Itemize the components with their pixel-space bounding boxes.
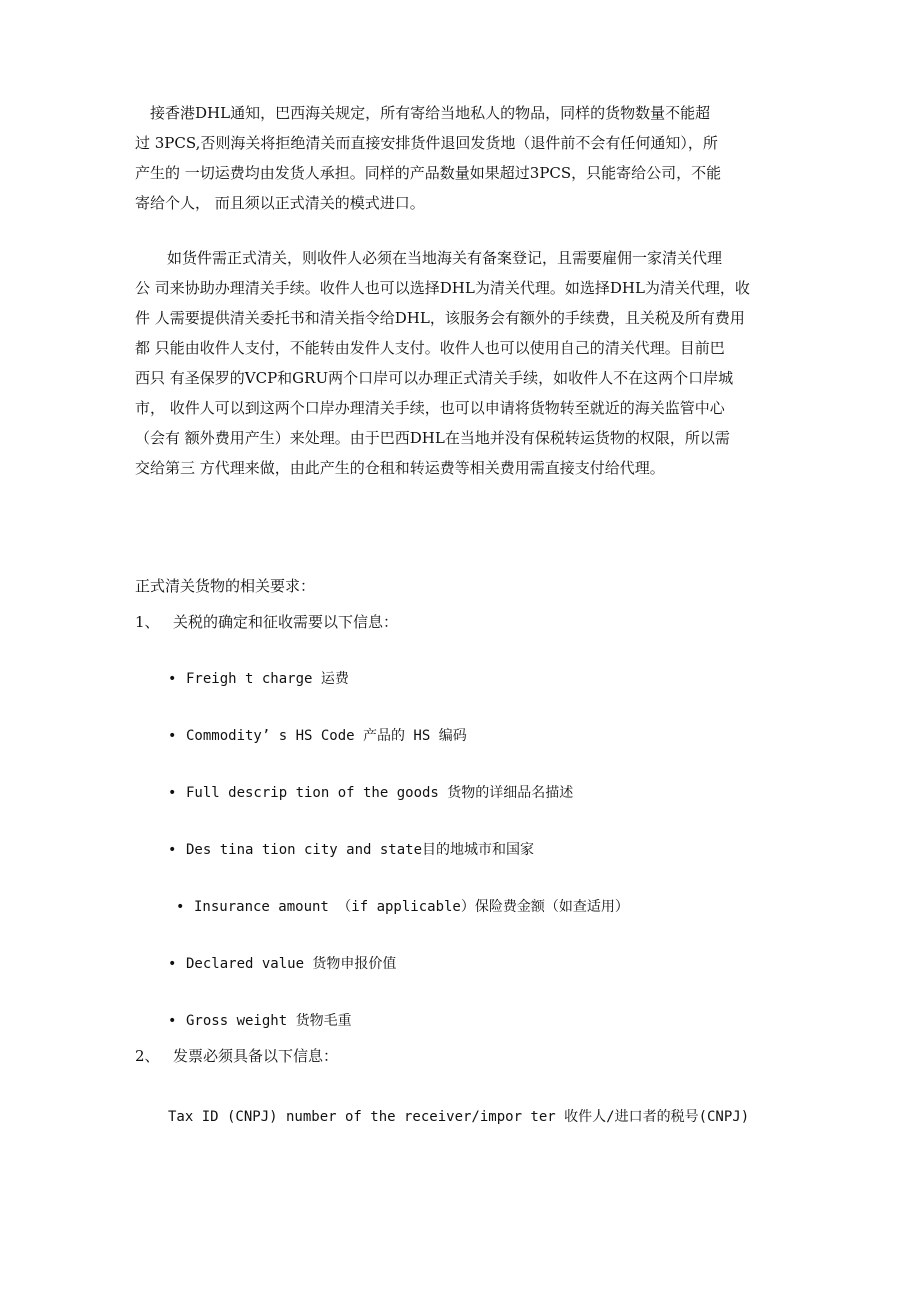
bullet-text: Commodity’ s HS Code 产品的 HS 编码	[186, 728, 467, 744]
item-number: 2、	[135, 1047, 160, 1065]
bullet-text: Des tina tion city and state目的地城市和国家	[186, 842, 535, 858]
bullet-text: Freigh t charge 运费	[186, 671, 349, 687]
paragraph-formal-clearance	[135, 243, 785, 483]
bullet-item	[168, 725, 467, 747]
paragraph-line: 件 人需要提供清关委托书和清关指令给DHL，该服务会有额外的手续费，且关税及所有费用	[135, 309, 745, 327]
paragraph-line: 接香港DHL通知，巴西海关规定，所有寄给当地私人的物品，同样的货物数量不能超	[135, 104, 711, 122]
paragraph-line: 公 司来协助办理清关手续。收件人也可以选择DHL为清关代理。如选择DHL为清关代理，收	[135, 279, 750, 297]
paragraph-line: 过 3PCS,否则海关将拒绝清关而直接安排货件退回发货地（退件前不会有任何通知），所	[135, 134, 718, 152]
bullet-text: Insurance amount （if applicable）保险费金额（如查适用）	[194, 899, 629, 915]
item-text: 发票必须具备以下信息：	[173, 1047, 339, 1065]
bullet-icon: •	[168, 671, 177, 687]
bullet-icon: •	[168, 842, 177, 858]
paragraph-dhl-notice	[135, 98, 785, 218]
bullet-text: Declared value 货物申报价值	[186, 956, 397, 972]
paragraph-line: 如货件需正式清关，则收件人必须在当地海关有备案登记，且需要雇佣一家清关代理	[167, 249, 723, 267]
bullet-icon: •	[168, 728, 177, 744]
paragraph-line: 交给第三 方代理来做，由此产生的仓租和转运费等相关费用需直接支付给代理。	[135, 459, 665, 477]
bullet-item	[168, 839, 534, 861]
bullet-item	[176, 896, 629, 918]
bullet-icon: •	[168, 956, 177, 972]
paragraph-line: 西只 有圣保罗的VCP和GRU两个口岸可以办理正式清关手续，如收件人不在这两个口岸城	[135, 369, 734, 387]
item-text: 关税的确定和征收需要以下信息：	[173, 613, 399, 631]
bullet-icon: •	[168, 1013, 177, 1029]
paragraph-line: （会有 额外费用产生）来处理。由于巴西DHL在当地并没有保税转运货物的权限，所以需	[135, 429, 730, 447]
bullet-item	[168, 668, 349, 690]
bullet-item	[168, 953, 396, 975]
paragraph-line: 都 只能由收件人支付，不能转由发件人支付。收件人也可以使用自己的清关代理。目前巴	[135, 339, 725, 357]
bullet-icon: •	[176, 899, 185, 915]
bullet-icon: •	[168, 785, 177, 801]
section-heading: 正式清关货物的相关要求：	[135, 577, 316, 595]
tax-id-line: Tax ID (CNPJ) number of the receiver/impor ter 收件人/进口者的税号(CNPJ)	[168, 1109, 750, 1125]
numbered-item-2	[135, 1045, 338, 1067]
numbered-item-1	[135, 611, 398, 633]
paragraph-line: 寄给个人， 而且须以正式清关的模式进口。	[135, 194, 425, 212]
paragraph-line: 市， 收件人可以到这两个口岸办理清关手续，也可以申请将货物转至就近的海关监管中心	[135, 399, 725, 417]
bullet-text: Full descrip tion of the goods 货物的详细品名描述	[186, 785, 574, 801]
bullet-item	[168, 1010, 352, 1032]
item-number: 1、	[135, 613, 160, 631]
bullet-item	[168, 782, 573, 804]
bullet-text: Gross weight 货物毛重	[186, 1013, 352, 1029]
paragraph-line: 产生的 一切运费均由发货人承担。同样的产品数量如果超过3PCS，只能寄给公司，不能	[135, 164, 722, 182]
